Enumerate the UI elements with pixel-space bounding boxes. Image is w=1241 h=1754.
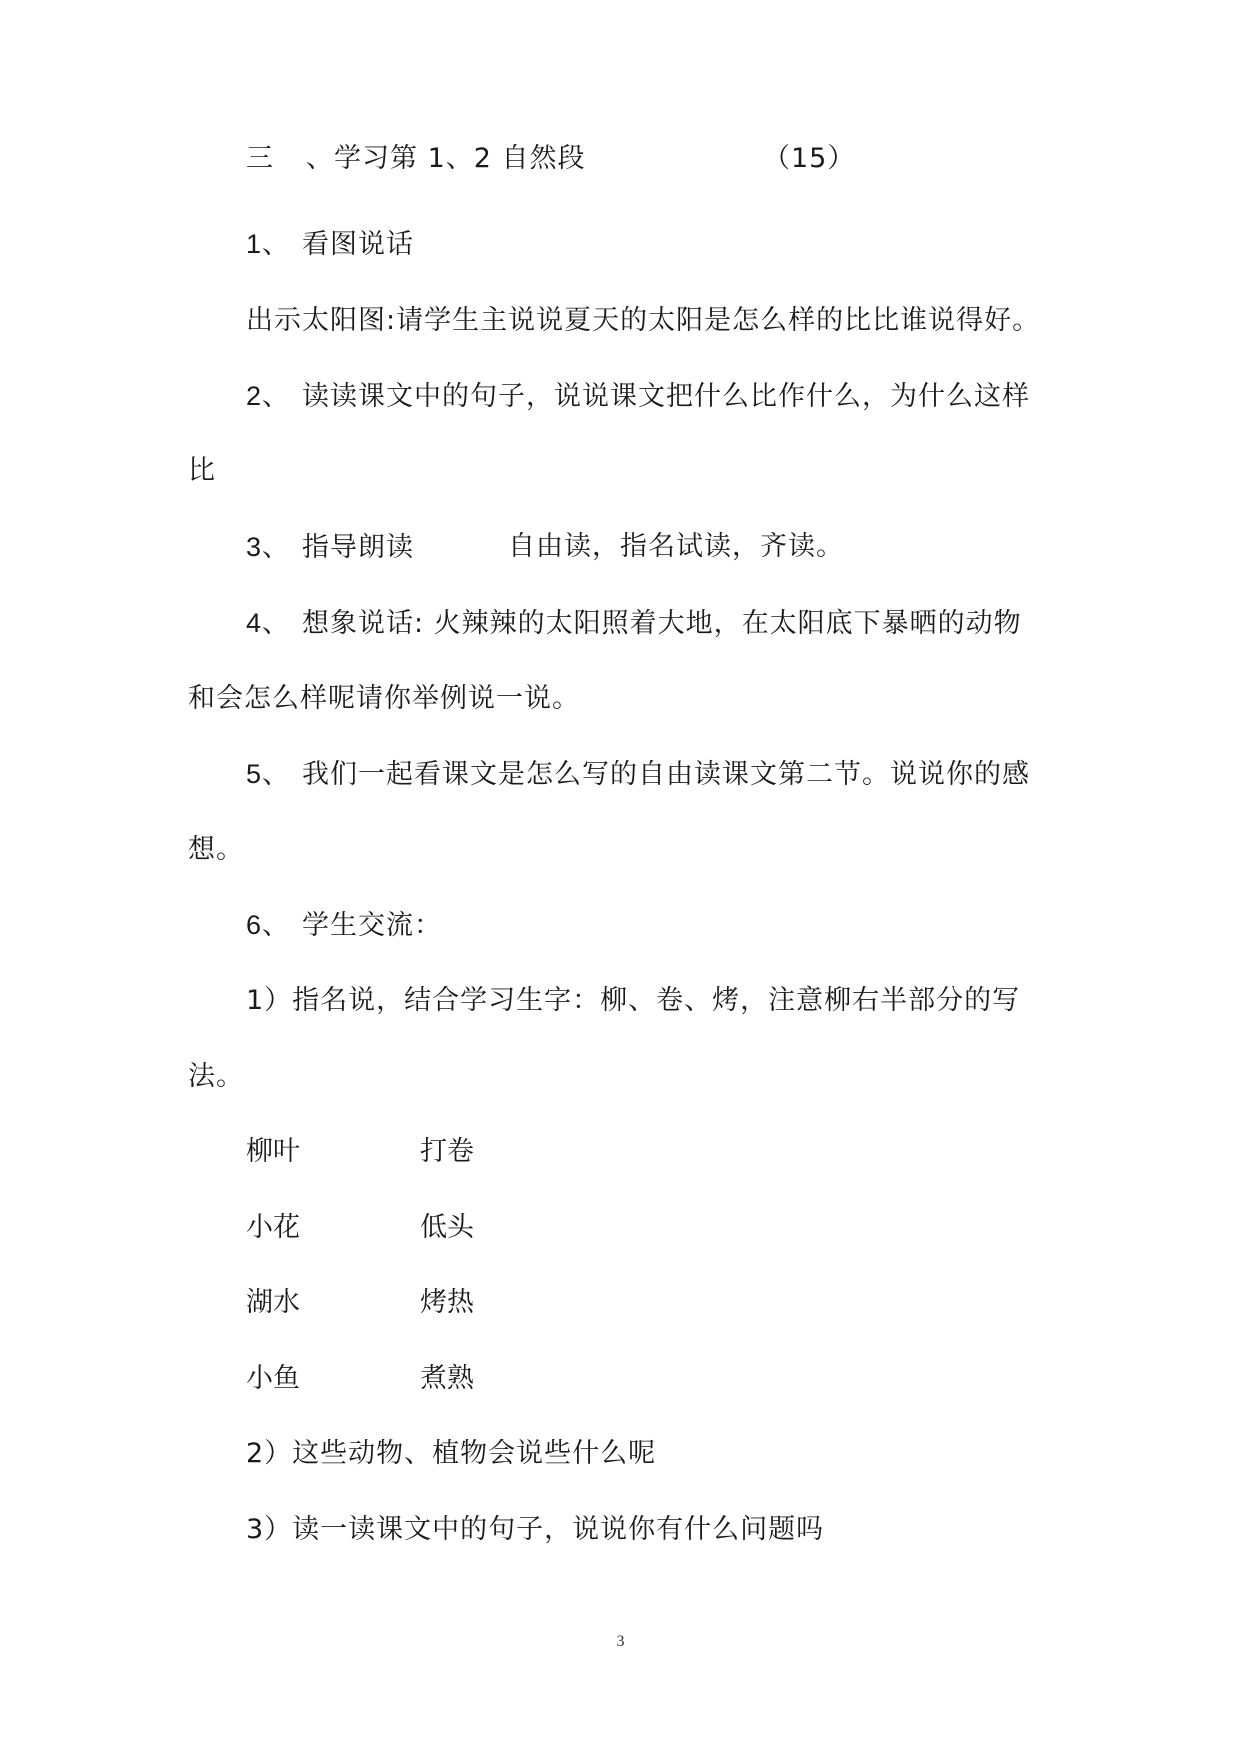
list-item-text: 读读课文中的句子，说说课文把什么比作什么，为什么这样	[302, 381, 1030, 412]
list-item-6	[246, 908, 442, 943]
list-item-number: 3、	[246, 532, 291, 562]
pair-left-1: 柳叶	[246, 1136, 300, 1167]
list-item-3	[246, 530, 414, 565]
list-item-2	[246, 379, 1030, 414]
section-heading-time: （15）	[763, 143, 856, 174]
sub-item-1-continuation: 法。	[188, 1061, 244, 1092]
sub-item-2: 2）这些动物、植物会说些什么呢	[246, 1438, 657, 1469]
pair-left-3: 湖水	[246, 1287, 300, 1318]
list-item-number: 5、	[246, 759, 291, 789]
page-number: 3	[616, 1633, 625, 1650]
list-item-number: 6、	[246, 910, 291, 940]
list-item-3-extra: 自由读，指名试读，齐读。	[508, 531, 844, 562]
pair-right-3: 烤热	[420, 1287, 474, 1318]
list-item-text: 我们一起看课文是怎么写的自由读课文第二节。说说你的感	[302, 759, 1030, 790]
list-item-number: 4、	[246, 608, 291, 638]
list-item-4	[246, 606, 1022, 641]
list-item-text: 学生交流：	[302, 910, 442, 941]
sub-item-1: 1）指名说，结合学习生字：柳、卷、烤，注意柳右半部分的写	[246, 985, 1021, 1016]
paragraph-show-sun: 出示太阳图:请学生主说说夏天的太阳是怎么样的比比谁说得好。	[246, 305, 1041, 336]
pair-right-1: 打卷	[420, 1136, 474, 1167]
list-item-number: 1、	[246, 229, 291, 259]
list-item-text: 指导朗读	[302, 532, 414, 563]
pair-left-4: 小鱼	[246, 1363, 300, 1394]
section-heading-text: 、学习第 1、2 自然段	[306, 143, 586, 174]
section-heading-prefix: 三	[246, 143, 274, 174]
list-item-5	[246, 757, 1030, 792]
list-item-text: 想象说话: 火辣辣的太阳照着大地，在太阳底下暴晒的动物	[302, 608, 1022, 639]
pair-right-2: 低头	[420, 1212, 474, 1243]
pair-right-4: 煮熟	[420, 1363, 474, 1394]
sub-item-3: 3）读一读课文中的句子，说说你有什么问题吗	[246, 1514, 825, 1545]
list-item-number: 2、	[246, 381, 291, 411]
section-heading	[246, 142, 586, 176]
list-item-5-continuation: 想。	[188, 834, 244, 865]
list-item-1	[246, 227, 414, 262]
list-item-4-continuation: 和会怎么样呢请你举例说一说。	[188, 683, 580, 714]
pair-left-2: 小花	[246, 1212, 300, 1243]
list-item-2-continuation: 比	[188, 455, 216, 486]
list-item-text: 看图说话	[302, 229, 414, 260]
